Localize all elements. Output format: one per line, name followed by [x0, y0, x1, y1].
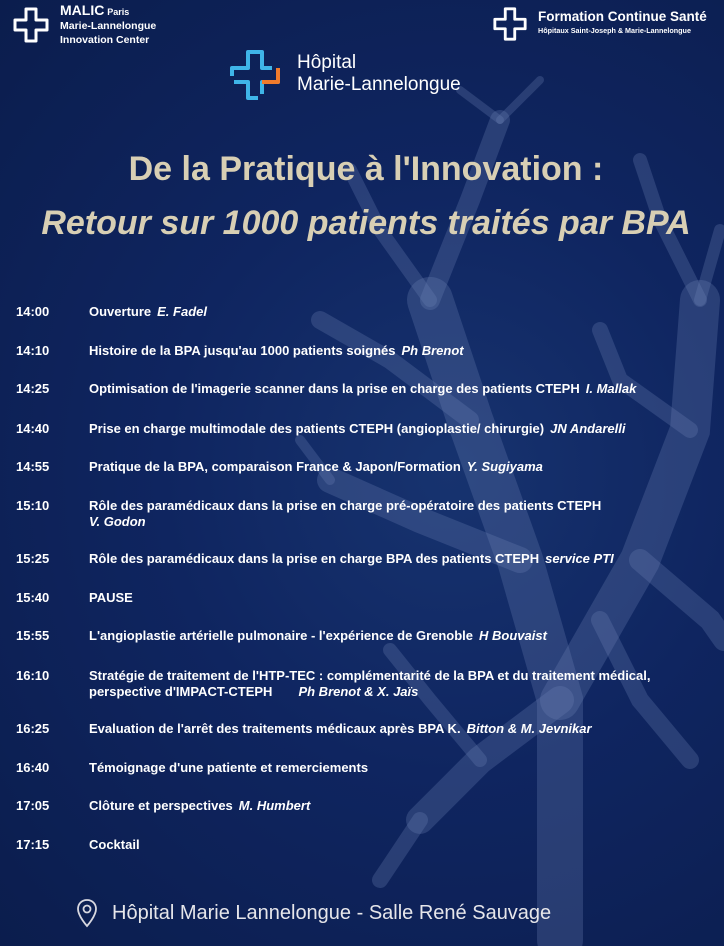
formation-title: Formation Continue Santé — [538, 9, 707, 24]
formation-logo-icon — [492, 6, 528, 42]
agenda-time: 14:40 — [16, 421, 50, 436]
agenda-time: 16:40 — [16, 760, 50, 775]
agenda-text: Optimisation de l'imagerie scanner dans la prise en charge des patients CTEPH — [89, 381, 580, 396]
agenda-time: 14:25 — [16, 381, 50, 396]
agenda-speaker: service PTI — [545, 551, 614, 566]
agenda-time: 16:10 — [16, 668, 50, 683]
location-pin-icon — [76, 898, 98, 928]
agenda-text: Stratégie de traitement de l'HTP-TEC : complémentarité de la BPA et du traitement médical, perspective d'IMPACT-CTEPH — [89, 668, 651, 699]
malic-logo-icon — [12, 6, 50, 44]
event-title: De la Pratique à l'Innovation : — [128, 150, 604, 188]
agenda-text: Rôle des paramédicaux dans la prise en charge BPA des patients CTEPH — [89, 551, 540, 566]
malic-city: Paris — [107, 7, 130, 17]
agenda-text: Rôle des paramédicaux dans la prise en charge pré-opératoire des patients CTEPH — [89, 498, 602, 513]
agenda-text: Pratique de la BPA, comparaison France & Japon/Formation — [89, 459, 461, 474]
agenda-speaker: Y. Sugiyama — [466, 459, 543, 474]
agenda-time: 17:05 — [16, 798, 50, 813]
agenda-speaker: H Bouvaist — [479, 628, 547, 643]
agenda-text: Clôture et perspectives — [89, 798, 233, 813]
malic-logo-text — [60, 3, 156, 47]
agenda-speaker: Ph Brenot & X. Jaïs — [298, 684, 419, 699]
hopital-line2: Marie-Lannelongue — [297, 74, 461, 95]
agenda-text: L'angioplastie artérielle pulmonaire - l'expérience de Grenoble — [89, 628, 474, 643]
malic-name: MALIC — [60, 2, 105, 18]
hopital-logo-text — [297, 52, 461, 96]
agenda-time: 14:00 — [16, 304, 50, 319]
agenda-time: 14:10 — [16, 343, 50, 358]
agenda-text: PAUSE — [89, 590, 133, 605]
agenda-time: 16:25 — [16, 721, 50, 736]
agenda-text: Evaluation de l'arrêt des traitements médicaux après BPA K. — [89, 721, 461, 736]
agenda-time: 15:10 — [16, 498, 50, 513]
agenda-text: Témoignage d'une patiente et remerciements — [89, 760, 369, 775]
malic-line2: Marie-Lannelongue — [60, 20, 157, 32]
event-subtitle: Retour sur 1000 patients traités par BPA — [41, 204, 691, 242]
agenda-speaker: V. Godon — [89, 514, 146, 529]
agenda-speaker: M. Humbert — [238, 798, 311, 813]
agenda-speaker: I. Mallak — [585, 381, 637, 396]
formation-subtitle: Hôpitaux Saint-Joseph & Marie-Lannelongue — [538, 26, 691, 35]
hopital-line1: Hôpital — [297, 52, 357, 73]
hopital-logo-icon — [228, 48, 282, 102]
location-text: Hôpital Marie Lannelongue - Salle René Sauvage — [112, 902, 552, 924]
agenda-speaker: Bitton & M. Jevnikar — [466, 721, 592, 736]
agenda-text: Histoire de la BPA jusqu'au 1000 patients soignés — [89, 343, 396, 358]
agenda-time: 17:15 — [16, 837, 50, 852]
malic-line3: Innovation Center — [60, 34, 150, 46]
agenda-time: 14:55 — [16, 459, 50, 474]
agenda-text: Ouverture — [89, 304, 152, 319]
agenda-speaker: E. Fadel — [157, 304, 207, 319]
agenda-speaker: JN Andarelli — [550, 421, 626, 436]
agenda-time: 15:40 — [16, 590, 50, 605]
agenda-speaker: Ph Brenot — [401, 343, 464, 358]
agenda-text: Prise en charge multimodale des patients CTEPH (angioplastie/ chirurgie) — [89, 421, 545, 436]
agenda-time: 15:25 — [16, 551, 50, 566]
agenda-text: Cocktail — [89, 837, 140, 852]
agenda-time: 15:55 — [16, 628, 50, 643]
